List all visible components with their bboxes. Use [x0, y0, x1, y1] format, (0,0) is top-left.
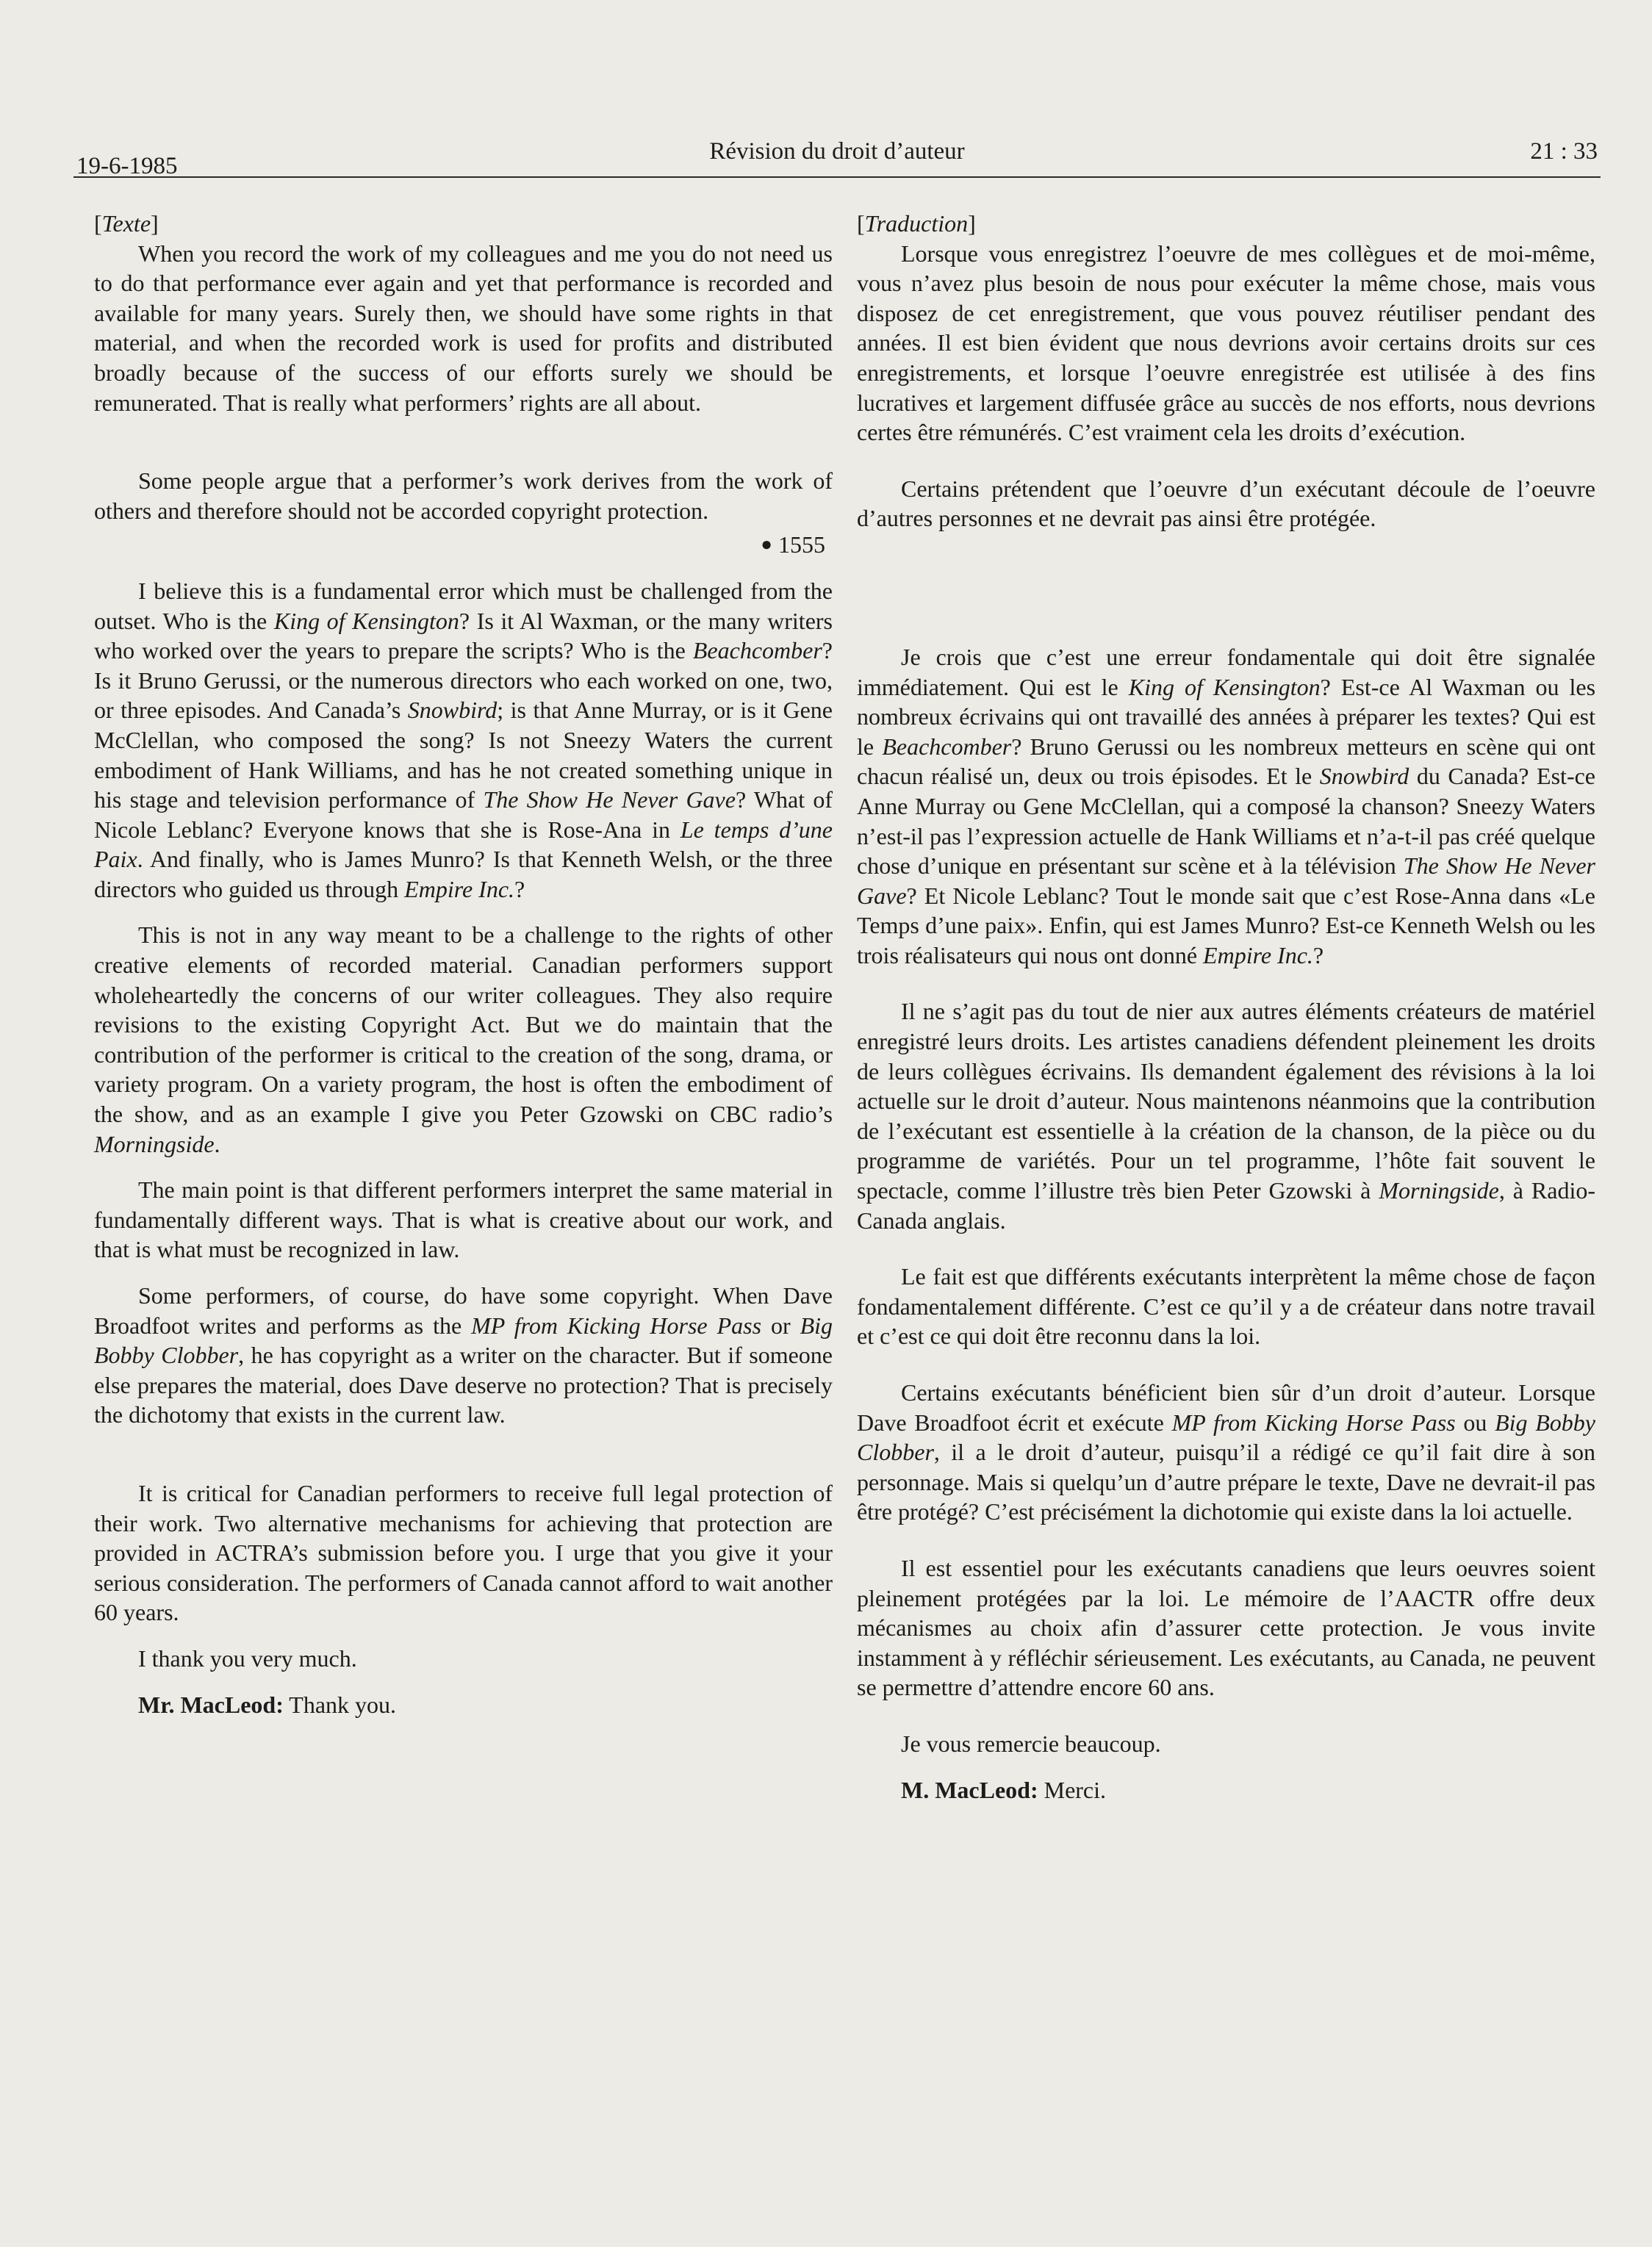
paragraph: It is critical for Canadian performers to receive full legal protection of their work. Two alternative mechanisms for achieving that protection are provided in ACTRA’s submission before you. I urge that you give it your serious consideration. The performers of Canada cannot afford to wait another 60 years. [94, 1479, 833, 1626]
speaker-line: Mr. MacLeod: Thank you. [138, 1691, 397, 1718]
paragraph: Lorsque vous enregistrez l’oeuvre de mes collègues et de moi-même, vous n’avez plus besoin de nous pour exécuter la même chose, mais vous disposez de cet enregistrement, que vous pouvez réutiliser pendant des années. Il est bien évident que nous devrions avoir certains droits sur ces enregistrements, et lorsque l’oeuvre enregistrée est utilisée à des fins lucratives et largement diffusée grâce au succès de nos efforts, nous devrions certes être rémunérés. C’est vraiment cela les droits d’exécution. [857, 240, 1595, 446]
column-tag: [Texte] [94, 210, 159, 237]
paragraph: Je vous remercie beaucoup. [901, 1730, 1161, 1757]
paragraph: Some performers, of course, do have some copyright. When Dave Broadfoot writes and performs as the MP from Kicking Horse Pass or Big Bobby Clobber, he has copyright as a writer on the character. But if someone else prepares the material, does Dave deserve no protection? That is precisely the dichotomy that exists in the current law. [94, 1282, 833, 1428]
header-page-number: 21 : 33 [1530, 138, 1598, 165]
paragraph: When you record the work of my colleagues and me you do not need us to do that performance ever again and yet that performance is recorded and available for many years. Surely then, we should have some rights in that material, and when the recorded work is used for profits and distributed broadly because of the success of our efforts surely we should be remunerated. That is really what performers’ rights are all about. [94, 240, 833, 416]
paragraph: Il est essentiel pour les exécutants canadiens que leurs oeuvres soient pleinement protégées par la loi. Le mémoire de l’AACTR offre deux mécanismes au choix afin d’assurer cette protection. Je vous invite instamment à y réfléchir sérieusement. Les exécutants, au Canada, ne peuvent se permettre d’attendre encore 60 ans. [857, 1554, 1595, 1701]
speaker-name: Mr. MacLeod: [138, 1691, 284, 1718]
paragraph: The main point is that different performers interpret the same material in fundamentally different ways. That is what is creative about our work, and that is what must be recognized in law. [94, 1176, 833, 1263]
paragraph: Certains prétendent que l’oeuvre d’un exécutant découle de l’oeuvre d’autres personnes et ne devrait pas ainsi être protégée. [857, 475, 1595, 532]
paragraph: Je crois que c’est une erreur fondamentale qui doit être signalée immédiatement. Qui est le King of Kensington? Est-ce Al Waxman ou les nombreux écrivains qui ont travaillé des années à préparer les textes? Qui est le Beachcomber? Bruno Gerussi ou les nombreux metteurs en scène qui ont chacun réalisé un, deux ou trois épisodes. Et le Snowbird du Canada? Est-ce Anne Murray ou Gene McClellan, qui a composé la chanson? Sneezy Waters n’est-il pas l’expression actuelle de Hank Williams et n’a-t-il pas créé quelque chose d’unique en présentant sur scène et à la télévision The Show He Never Gave? Et Nicole Leblanc? Tout le monde sait que c’est Rose-Anna dans «Le Temps d’une paix». Enfin, qui est James Munro? Est-ce Kenneth Welsh ou les trois réalisateurs qui nous ont donné Empire Inc.? [857, 643, 1596, 968]
header-date: 19-6-1985 [76, 153, 178, 179]
paragraph: Le fait est que différents exécutants interprètent la même chose de façon fondamentalement différente. C’est ce qu’il y a de créateur dans notre travail et c’est ce qui doit être reconnu dans la loi. [857, 1263, 1595, 1350]
english-column [94, 209, 833, 1719]
time-marker: ● 1555 [761, 531, 825, 558]
paragraph: I believe this is a fundamental error which must be challenged from the outset. Who is the King of Kensington? Is it Al Waxman, or the many writers who worked over the years to prepare the scripts? Who is the Beachcomber? Is it Bruno Gerussi, or the numerous directors who each worked on one, two, or three episodes. And Canada’s Snowbird; is that Anne Murray, or is it Gene McClellan, who composed the song? Is not Sneezy Waters the current embodiment of Hank Williams, and has he not created something unique in his stage and television performance of The Show He Never Gave? What of Nicole Leblanc? Everyone knows that she is Rose-Ana in Le temps d’une Paix. And finally, who is James Munro? Is that Kenneth Welsh, or the three directors who guided us through Empire Inc.? [94, 577, 833, 902]
speaker-name: M. MacLeod: [901, 1776, 1038, 1803]
column-tag: [Traduction] [857, 210, 976, 237]
paragraph: Certains exécutants bénéficient bien sûr d’un droit d’auteur. Lorsque Dave Broadfoot écrit et exécute MP from Kicking Horse Pass ou Big Bobby Clobber, il a le droit d’auteur, puisqu’il a rédigé ce qu’il fait dire à son personnage. Mais si quelqu’un d’autre prépare le texte, Dave ne devrait-il pas être protégé? C’est précisément la dichotomie qui existe dans la loi actuelle. [857, 1379, 1595, 1525]
speaker-line: M. MacLeod: Merci. [901, 1776, 1107, 1803]
page-header [73, 137, 1601, 178]
paragraph: Some people argue that a performer’s work derives from the work of others and therefore should not be accorded copyright protection. [94, 467, 833, 524]
paragraph: Il ne s’agit pas du tout de nier aux autres éléments créateurs de matériel enregistré leurs droits. Les artistes canadiens défendent pleinement les droits de leurs collègues écrivains. Ils demandent également des révisions à la loi actuelle sur le droit d’auteur. Nous maintenons néanmoins que la contribution de l’exécutant est essentielle à la création de la chanson, de la pièce ou du programme de variétés. Pour un tel programme, l’hôte fait souvent le spectacle, comme l’illustre très bien Peter Gzowski à Morningside, à Radio-Canada anglais. [857, 998, 1596, 1234]
header-title: Révision du droit d’auteur [709, 138, 965, 165]
french-column [857, 209, 1595, 1805]
paragraph: I thank you very much. [138, 1644, 357, 1672]
paragraph: This is not in any way meant to be a challenge to the rights of other creative elements of recorded material. Canadian performers support wholeheartedly the concerns of our writer colleagues. They also require revisions to the existing Copyright Act. But we do maintain that the contribution of the performer is critical to the creation of the song, drama, or variety program. On a variety program, the host is often the embodiment of the show, and as an example I give you Peter Gzowski on CBC radio’s Morningside. [94, 921, 833, 1157]
